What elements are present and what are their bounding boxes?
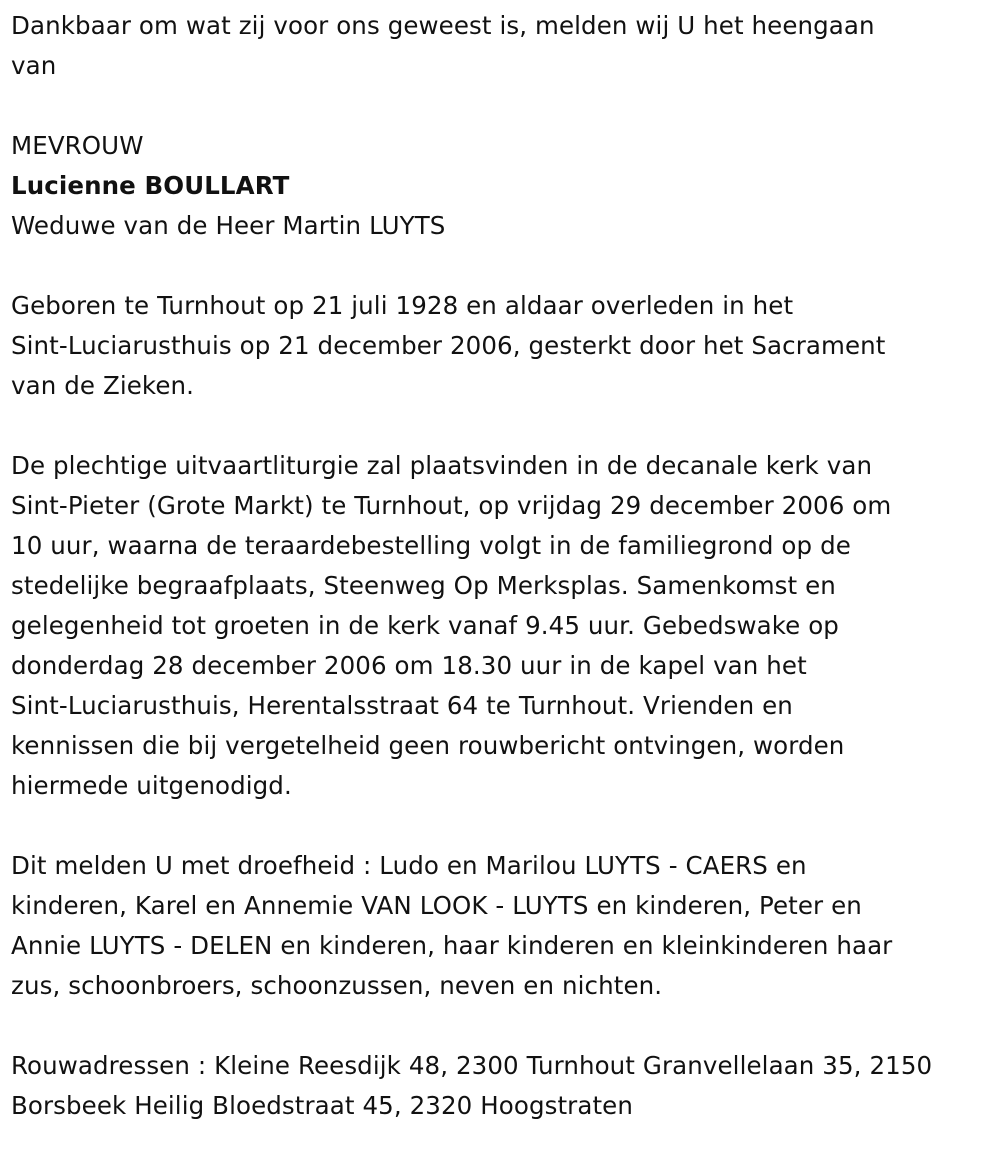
family-line: zus, schoonbroers, schoonzussen, neven en nichten. (11, 971, 663, 1000)
funeral-line: De plechtige uitvaartliturgie zal plaatsvinden in de decanale kerk van (11, 451, 873, 480)
funeral-line: gelegenheid tot groeten in de kerk vanaf 9.45 uur. Gebedswake op (11, 611, 839, 640)
family-line: Dit melden U met droefheid : Ludo en Marilou LUYTS - CAERS en (11, 851, 807, 880)
birth-death-paragraph (11, 286, 1000, 406)
spacer (11, 1006, 1000, 1046)
intro-line: Dankbaar om wat zij voor ons geweest is, melden wij U het heengaan (11, 11, 875, 40)
birth-death-line: Sint-Luciarusthuis op 21 december 2006, gesterkt door het Sacrament (11, 331, 886, 360)
intro-line: van (11, 51, 57, 80)
birth-death-line: Geboren te Turnhout op 21 juli 1928 en aldaar overleden in het (11, 291, 794, 320)
deceased-name: Lucienne BOULLART (11, 171, 290, 200)
funeral-line: stedelijke begraafplaats, Steenweg Op Merksplas. Samenkomst en (11, 571, 836, 600)
intro-paragraph (11, 6, 1000, 86)
funeral-line: hiermede uitgenodigd. (11, 771, 292, 800)
spacer (11, 406, 1000, 446)
family-paragraph (11, 846, 1000, 1006)
widow-of-line: Weduwe van de Heer Martin LUYTS (11, 211, 446, 240)
funeral-paragraph (11, 446, 1000, 806)
funeral-line: Sint-Pieter (Grote Markt) te Turnhout, op vrijdag 29 december 2006 om (11, 491, 892, 520)
spacer (11, 86, 1000, 126)
addresses-paragraph (11, 1046, 1000, 1126)
family-line: Annie LUYTS - DELEN en kinderen, haar kinderen en kleinkinderen haar (11, 931, 893, 960)
spacer (11, 246, 1000, 286)
spacer (11, 806, 1000, 846)
funeral-line: 10 uur, waarna de teraardebestelling volgt in de familiegrond op de (11, 531, 851, 560)
family-line: kinderen, Karel en Annemie VAN LOOK - LUYTS en kinderen, Peter en (11, 891, 862, 920)
address-line: Borsbeek Heilig Bloedstraat 45, 2320 Hoogstraten (11, 1091, 633, 1120)
funeral-line: Sint-Luciarusthuis, Herentalsstraat 64 te Turnhout. Vrienden en (11, 691, 793, 720)
honorific-title: MEVROUW (11, 131, 144, 160)
funeral-line: donderdag 28 december 2006 om 18.30 uur in de kapel van het (11, 651, 807, 680)
birth-death-line: van de Zieken. (11, 371, 195, 400)
funeral-line: kennissen die bij vergetelheid geen rouwbericht ontvingen, worden (11, 731, 845, 760)
address-line: Rouwadressen : Kleine Reesdijk 48, 2300 Turnhout Granvellelaan 35, 2150 (11, 1051, 933, 1080)
